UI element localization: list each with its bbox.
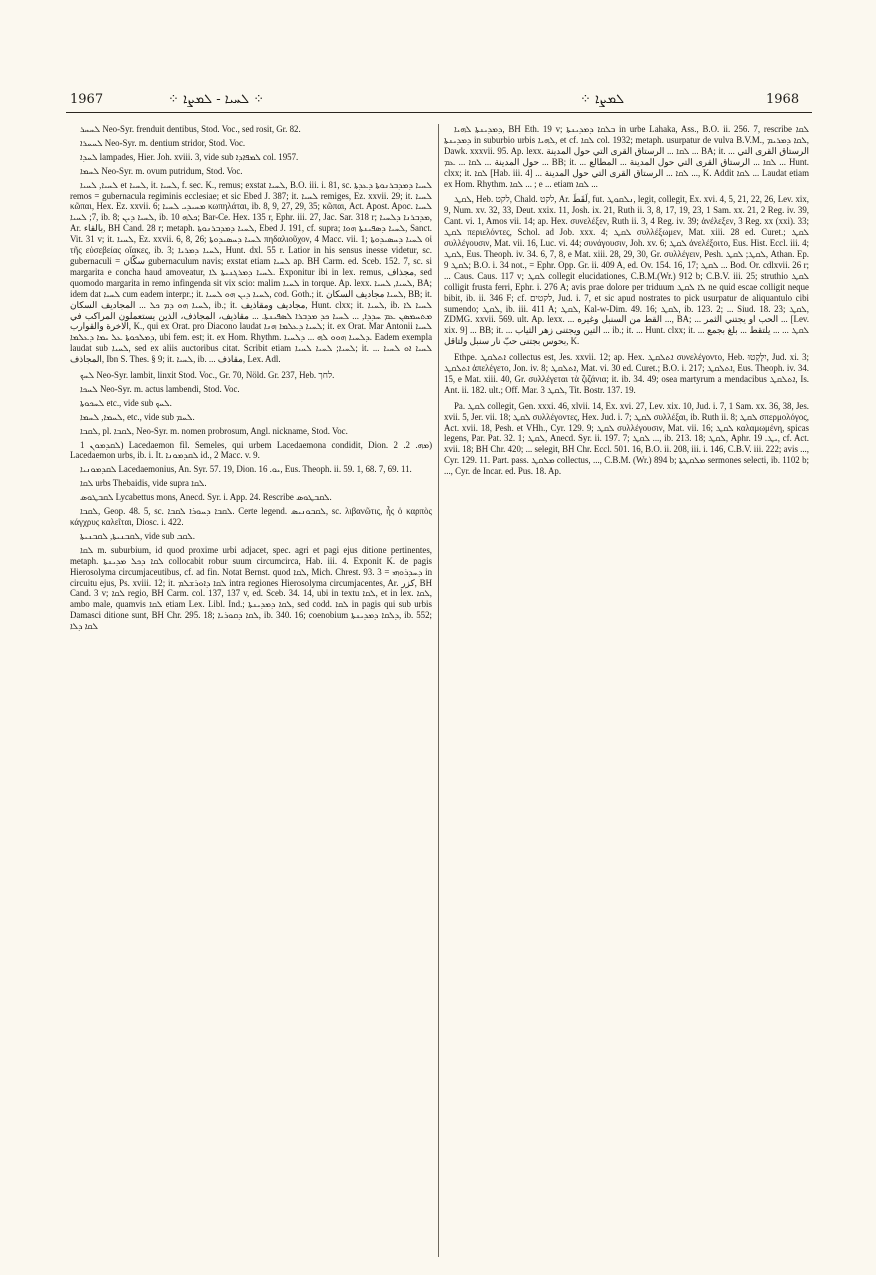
dictionary-entry: ܠܩܛ, Heb. לקט, Chald. לקט, Ar. لَقَطَ, fut. ܢܠܩܘܛ, legit, collegit, Ex. xvi. 4, 5, 21, 22, 26, Lev. xix, 9, Num. xv. 32, 33, Deut. xxix. 11, Josh. ix. 21, Ruth ii. 3, 8, 17, 19, 23, 1 Sam. xx. 21, 2 Reg. iv. 39, Cant. vi. 1, Amos vii. 14; ap. Hex. συνελέξεν, Ruth ii. 3, 4 Reg. iv. 39; ἀνέλεξεν, 3 Reg. xx (xxi). 33; ܠܩܛ περιελόντες, Schol. ad Job. xxx. 4; ܠܩܛ συλλέξωμεν, Mat. xiii. 28 ed. Curet.; ܠܩܛ συλλέγουσιν, Mat. vii. 16, Luc. vi. 44; συνάγουσιν, Joh. xv. 6; ܠܩܛ ἀνελέξοιτο, Eus. Hist. Eccl. iii. 4; ܠܩܛ, Eus. Theoph. iv. 34. 6, 7, 8, e Mat. xiii. 28, 29, 30, Gr. συλλέγειν, Pesh. ܠܩܛ; ܠܩܛ, Athan. Ep. ܠܩܛ 9; B.O. i. 34 not., = Ephr. Opp. Gr. ii. 409 A, ed. Ov. 154. 16, 17; ܠܩܛ ... Bod. Or. cdlxvii. 26 r; ... Caus. Caus. 117 v; ܠܩܛ collegit elucidationes, C.B.M.(Wr.) 912 b; C.B.V. iii. 25; struthio ܠܩܛ colligit frusta ferri, Ephr. i. 276 A; avis prae dolore per triduum ܠܐ ܠܩܛ ne quid escae colligit neque bibit, ib. ii. 346 F; cf. לקטים, Jud. i. 7, et sic apud nostrates to pick usurpatur de aliquantulo cibi sumendo; ܠܩܛ, ib. iii. 411 A; ܠܩܛ, Kal-w-Dim. 49. 16; ܠܩܛ, ib. 123. 2; ... Siud. 18. 23; ܠܩܛ, ZDMG. xxvii. 569. ult. Ap. lexx. ... القط من السنبل وغيره ..., BA; ... الحب او يجتني الثمر ... [Lev. xix. 9] ... BB; it. ... التين ويجتنى زهر الثياب ... ib.; it. ... Hunt. clxx; it. ... ܠܩܛ ... ... يلتقط ... بلغ بجمع بحوس بجتنى حبّ نار سنبل ولتاقل, K. — [444, 194, 809, 347]
dictionary-entry: ܠܩܕܡܘܢ 1) Lacedaemon fil. Semeles, qui urbem Lacedaemona condidit, Dion. ܡܗ. 2. 2) Lacedaemon urbs, ib. i. It. ܠܩܕܡܘܢܐ id., 2 Macc. v. 9. — [70, 439, 432, 461]
left-page-number: 1967 — [70, 92, 104, 107]
dictionary-entry: ܠܩܕܡܘܢܝܐ Lacedaemonius, An. Syr. 57. 19, Dion. ܝܘ. 16, Eus. Theoph. ii. 59. 1, 68. 7, 69. 11. — [80, 464, 412, 475]
header-rule — [66, 112, 812, 113]
right-page-number: 1968 — [766, 92, 800, 107]
dictionary-entry: ܠܩܐ m. suburbium, id quod proxime urbi adjacet, spec. agri et pagi ejus ditione pertinentes, metaph. ܠܩܐ ܕܟܠ ܡܕܝܢܬܐ collocabit robur suum circumcirca, Hab. iii. 4. Exponit K. de pagis Hierosolyma circumjaceutibus, cf. ad fin. Notat Bernst. quod ܠܩܐ, Mich. Chrest. 93. 3 = ܕܚܕܪܘܗܝ in circuitu ejus, Ps. xviii. 12; it. ܠܩܐ ܕܐܘܪܫܠܡ intra regiones Hierosolyma circumjacentes, Ar. كزر, BH Cand. 3 v; ܠܩܐ regio, BH Carm. col. 137, 137 v, ed. Sceb. 34. 14, ubi in textu ܠܩܐ, et in lex. ܠܩܐ, ambo male, quamvis ܠܩܐ etiam Lex. Libl. Ind.; ܠܩܐ ܕܡܕܝܢܬܐ, sed codd. ܠܩܐ in pagis qui sub urbis Damasci ditione sunt, BH Chr. 295. 18; ܠܩܐ ܕܩܘܪܝܐ, ib. 340. 16; coenobium ܕܠܩܐ ܕܡܕܝܢܬܐ, ib. 552; ܠܩܐ ܕܠܐ — [70, 544, 432, 632]
dictionary-entry: Ethpe. ܐܬܠܩܛ collectus est, Jes. xxvii. 12; ap. Hex. ܐܬܠܩܛ συνελέγοντο, Heb. יִלָּקְטוּ, Jud. xi. 3; ܐܬܠܩܛ ἀπελέγετο, Jon. iv. 8; ܐܬܠܩܛ, Mat. vi. 30 ed. Curet.; B.O. i. 217; ܐܬܠܩܛ, Eus. Theoph. iv. 34. 15, e Mat. xiii. 40, Gr. συλλέγεται τὰ ζιζάνια; it. ib. 34. 49; osea martyrum a mendacibus ܐܬܠܩܛ, Is. Ant. ii. 182. ult.; Off. Mar. ܠܩܛ 3, Tit. Bostr. 137. 19. — [444, 352, 809, 395]
dictionary-entry: ܠܚܚܪܐ Neo-Syr. m. dentium stridor, Stod. Voc. — [80, 137, 246, 148]
dictionary-entry: ܠܩܒܐ, pl. ܠܩܒܐ, Neo-Syr. m. nomen probrosum, Angl. nickname, Stod. Voc. — [80, 425, 348, 436]
dictionary-entry: ܠܩܒܛܘܣ Lycabettus mons, Anecd. Syr. i. App. 24. Rescribe ܠܩܒܛܘܣ. — [80, 492, 332, 503]
dictionary-entry: ܠܚܟܘܬܐ etc., vide sub ܠܚܟ. — [80, 397, 172, 408]
left-column — [70, 124, 432, 1259]
right-running-title: ⁘ ܠܡܨܐ — [580, 92, 625, 107]
dictionary-entry: ܠܚܝܐ, ܠܚܝܐ et ܠܚܝܐ, it. ܠܚܝܐ, f. sec. K., remus; exstat ܠܚܝܐ, B.O. iii. i. 81, sc. ܠܚܝܐ ܕܡܕܒܪܢܘܬܐ ܕܥܕܬܐ remos = gubernacula regiminis ecclesiae; et sic Ebed J. 387; it. ܠܚܝܐ remiges, Ez. xxvii. 29; it. ܠܚܝܐ κῶπαι, Hex. Ez. xxvii. 6; ܡܚܝܕܝ ܠܚܝܐ κωπηλάται, ib. 8, 9, 27, 29, 35; κῶπαι, Act. Apost. Apoc. ܠܚܝܐ 7; ܠܚܝܐ, ib. 8; ܠܚܝܐ ܕܝܢ, ib. ܟܠܗ 10; Bar-Ce. Hex. 135 r, Ephr. iii. 27, Jac. Sar. 318 r; ܡܕܒܪܢܐ ܕܠܚܝܐ, Ar. بالقاء, BH Cand. 28 r; metaph. ܠܚܝܐ ܕܡܕܒܪܢܘܬܐ, Ebed J. 191, cf. supra; ܠܚܝܐ ܕܣܦܝܢܬܐ ܗܘܐ, Sanct. Vit. 31 v; it. ܠܚܝܐ, Ez. xxvii. 6, 8, 26; ܠܚܝܐ ܕܚܣܝܕܘܬܐ πηδαλιοῦχον, 4 Macc. vii. 1; ܠܚܝܐ ܕܚܣܝܕܘܬܐ οἱ τῆς εὐσεβείας οἴακες, ib. 3; ܠܚܝܐ ܕܡܪܝܐ, Hunt. dxl. 55 r. Latior in his sensus inesse videtur, sc. gubernaculi = سكّان gubernaculum navis; exstat etiam ܠܚܝܐ ap. BH Carm. ed. Sceb. 152. 7, sc. si margarita e concha haud amoveatur, ܠܚܝܐ ܕܡܪܓܢܝܬܐ ܠܐ. Exponitur ibi in lex. remus, مجذاف, sed quomodo margarita in remo infingenda sit vix scio: malim ܠܚܝܐ in torque. Ap. lexx. ܠܚܝܐ, ܠܚܝܐ, BA; idem dat ܠܚܝܐ cum eadem interpr.; it. ܠܚܝܐ ܕܝܢ ܗܘ ܠܚܝܐ, cod. Goth.; it. ܠܚܝܐ مجاديف السكان, BB; it. ܠܚܝܐ ܗܘ ܕܡ ܟܠ ... المجاديف السكان, ib.; it. مجاديف ومقاذيف, Hunt. clxx; it. ܠܚܝܐ, ib. ܠܚܝܐ ܠܐ ܡܬܚܡܣܢ ܥܡ ܚܕܕܐ, ... ܠܚܝܐ ܟܕ ܡܕܒܪܐ ܠܣܦܝܢܬܐ. ... مقاذيف، المجاذف، الذين يستعملون المراكب في الاخرة والقوارب, K., qui ex Orat. pro Diacono laudat ܠܚܝܐ ܕܥܠܡܐ ܗܢܐ; it. ex Orat. Mar Antonii ܠܚܝܐ ܕܡܠܟܘܬܐ ܥܠ ܝܡܐ ܕܥܠܡܐ, ubi fem. est; it. ex Hom. Rhythm. ܕܠܚܝܐ ܗܘܘ ܠܗ ... ܕܠܚܝܐ. Eadem exempla laudat sub ܠܚܝܐ, sed ex aliis auctoribus citat. Scribit etiam ܠܚܝܐ; ܠܚܝܐ ܠܚܝܐ; it. ܠܚܝܐ ܐܘ ܠܚܝܐ ... المجاذف, Ibn S. Thes. § 9; it. ܠܚܝܐ, ib. ... مقاذف, Lex. Adl. — [70, 179, 432, 365]
dictionary-entry: ܠܚܕܐ lampades, Hier. Joh. xviii. 3, vide sub ܠܡܦܐܕܐ col. 1957. — [80, 151, 299, 162]
dictionary-entry: ܠܚܟ Neo-Syr. lambit, linxit Stod. Voc., Gr. 70, Nöld. Gr. 237, Heb. לחך. — [80, 370, 335, 381]
dictionary-entry: ܠܚܡܐ, ܠܚܡܐ, etc., vide sub ܠܚܡ. — [80, 411, 195, 422]
column-divider — [438, 124, 439, 1257]
dictionary-entry: ܠܚܟܐ Neo-Syr. m. actus lambendi, Stod. Voc. — [80, 383, 240, 394]
dictionary-entry: ܠܚܚܪ Neo-Syr. frenduit dentibus, Stod. Voc., sed rosit, Gr. 82. — [80, 124, 301, 134]
dictionary-entry: ܠܩܐ urbs Thebaidis, vide supra ܠܩܐ. — [80, 478, 207, 489]
right-column — [444, 124, 809, 1259]
dictionary-entry: ܠܚܡܐ Neo-Syr. m. ovum putridum, Stod. Voc. — [80, 165, 243, 176]
dictionary-entry: ܠܩܒܐ, Geop. 48. 5, sc. ܠܩܒܐ ܕܚܘܪܐ ܠܩܒܐ. Certe legend. ܠܩܒܘܢܝܣ, sc. λιβανῶτις, ἧς ὁ καρπὸς κάγχρυς καλεῖται, Diosc. i. 422. — [70, 506, 432, 527]
left-running-title: ⁘ ܠܚܝܐ - ܠܡܨܐ ⁘ — [168, 92, 265, 107]
dictionary-entry: Pa. ܠܩܛ collegit, Gen. xxxi. 46, xlvii. 14, Ex. xvi. 27, Lev. xix. 10, Jud. i. 7, 1 Sam. xx. 36, 38, Jes. xvii. 5, Jer. vii. 18; ܠܩܛ συλλέγοντες, Hex. Jud. i. 7; ܠܩܛ συλλέξαι, ib. Ruth ii. 8; ܠܩܛ σπερμολόγος, Act. xvii. 18, Pesh. et VHh., Cyr. 129. 9; ܠܩܛ συλλέγουσιν, Mat. vii. 16; ܠܩܛ καλαμωμένη, spicas legens, Par. Pat. 32. 1; ܠܩܛ, Anecd. Syr. ii. 197. 7; ܠܩܛ ..., ib. 213. 18; ܠܩܛ, Aphr. ܝܛ. 19, cf. Act. xvii. 18; BH Chr. 420; ... selegit, BH Chr. Eccl. 501. 16, B.O. ii. 208, iii. i. 146, C.B.V. iii. 222; avis ..., Cyr. 129. 11. Part. pass. ܡܠܩܛ collectus, ..., C.B.M. (Wr.) 894 b; ܡܠܩܛܬܐ sermones selecti, ib. 1102 b; ..., Cyr. de Incar. ed. Pus. 18. Ap. — [444, 400, 809, 477]
dictionary-entry: ܠܩܒܢܝܬܐ, ܠܩܒܢܝܬܐ, vide sub ܠܩܒ. — [80, 530, 195, 541]
dictionary-entry: ܕܡܕܝܢܬܐ ܠܗܝܐ, BH Eth. 19 v; ܒܠܩܐ ܕܡܕܝܢܬܐ in urbe Lahaka, Ass., B.O. ii. 256. 7, rescribe ܠܩܐ ܕܡܕܝܢܬܐ in suburbio urbis ܠܗܝܐ, et cf. ܠܩܐ col. 1932; metaph. usurpatur de vulva B.V.M., ܠܩܐ ܕܡܪܝܡ, Dawk. xxxvii. 95. Ap. lexx. ܠܩܐ ... الرستاق القرى التي حول المدينة ... BA; it. ... الرستاق القرى التي حول المدينة ... ܠܩܐ ... ܥܡ ... BB; it. ... ܠܩܐ ... الرستاق القرى التي حول المدينة ... المطالع ... Hunt. clxx; it. ܠܩܐ [Hab. iii. 4] ... ܠܩܐ ... الرستاق القرى التي حول المدينة ..., K. Addit ܠܩܐ ... Laudat etiam ex Hom. Rhythm. ܠܩܐ ... ; e ... etiam ܠܩܐ ... — [444, 124, 809, 189]
